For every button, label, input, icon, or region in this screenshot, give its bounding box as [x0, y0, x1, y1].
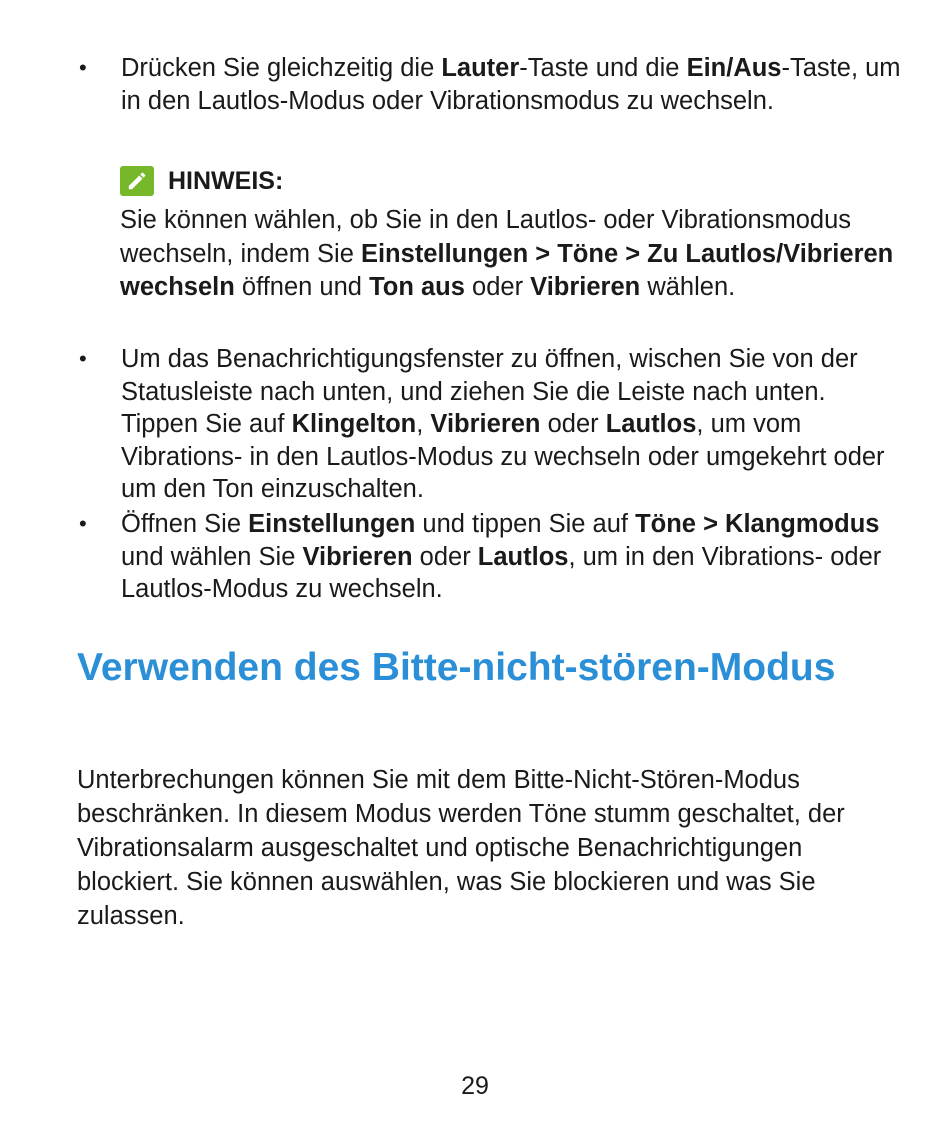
bullet-text — [121, 510, 881, 603]
section-heading: Verwenden des Bitte-nicht-stören-Modus — [77, 646, 836, 689]
bullet-text — [121, 345, 885, 503]
bold-term: Klingelton — [291, 410, 417, 438]
bullet-item-2 — [79, 343, 901, 506]
bold-term: Lautlos — [477, 542, 569, 571]
text-run: Drücken Sie gleichzeitig die — [121, 54, 442, 82]
bullet-dot: • — [79, 55, 87, 80]
text-run: , um in den Vibrations- oder Lautlos-Modus zu wechseln. — [121, 542, 882, 603]
bold-term: Vibrieren — [302, 542, 413, 571]
text-run: Öffnen Sie — [121, 510, 249, 538]
bold-term: Lauter — [441, 54, 520, 82]
bold-term: Töne > Klangmodus — [635, 510, 880, 538]
bullet-dot: • — [79, 511, 87, 536]
text-run: oder — [464, 273, 531, 301]
text-run: und tippen Sie auf — [415, 510, 636, 538]
text-run: wählen. — [640, 273, 736, 301]
pencil-icon — [120, 166, 154, 196]
text-run: oder — [412, 542, 478, 571]
note-body — [120, 204, 900, 305]
note-title: HINWEIS: — [168, 166, 284, 195]
section-paragraph: Unterbrechungen können Sie mit dem Bitte-Nicht-Stören-Modus beschränken. In diesem Modus werden Töne stumm geschaltet, der Vibrationsalarm ausgeschaltet und optische Benachrichtigungen blockiert. Sie können auswählen, was Sie blockieren und was Sie zulassen. — [77, 766, 845, 930]
bold-term: Vibrieren — [530, 273, 641, 301]
bold-term: Einstellungen > Töne > Zu Lautlos/Vibrieren wechseln — [120, 239, 894, 301]
text-run: Sie können wählen, ob Sie in den Lautlos- oder Vibrationsmodus wechseln, indem Sie — [120, 206, 852, 268]
text-run: öffnen und — [234, 273, 370, 301]
note-header — [120, 163, 283, 199]
text-run: , — [416, 410, 431, 438]
bullet-item-1 — [79, 52, 901, 117]
bullet-item-3 — [79, 508, 901, 606]
bold-term: Vibrieren — [430, 410, 541, 438]
text-run: -Taste und die — [519, 54, 687, 82]
text-run: -Taste, um in den Lautlos-Modus oder Vibrationsmodus zu wechseln. — [121, 54, 901, 115]
bold-term: Ton aus — [369, 273, 465, 301]
bold-term: Ein/Aus — [686, 54, 782, 82]
bullet-dot: • — [79, 346, 87, 371]
text-run: oder — [540, 410, 606, 438]
bullet-text — [121, 54, 901, 115]
bold-term: Lautlos — [605, 410, 697, 438]
page-number: 29 — [461, 1072, 489, 1100]
text-run: Um das Benachrichtigungsfenster zu öffnen, wischen Sie von der Statusleiste nach unten, und ziehen Sie die Leiste nach unten. Tippen Sie auf — [121, 345, 858, 438]
text-run: , um vom Vibrations- in den Lautlos-Modus zu wechseln oder umgekehrt oder um den Ton einzuschalten. — [121, 410, 885, 503]
text-run: und wählen Sie — [121, 542, 303, 571]
bold-term: Einstellungen — [248, 510, 416, 538]
